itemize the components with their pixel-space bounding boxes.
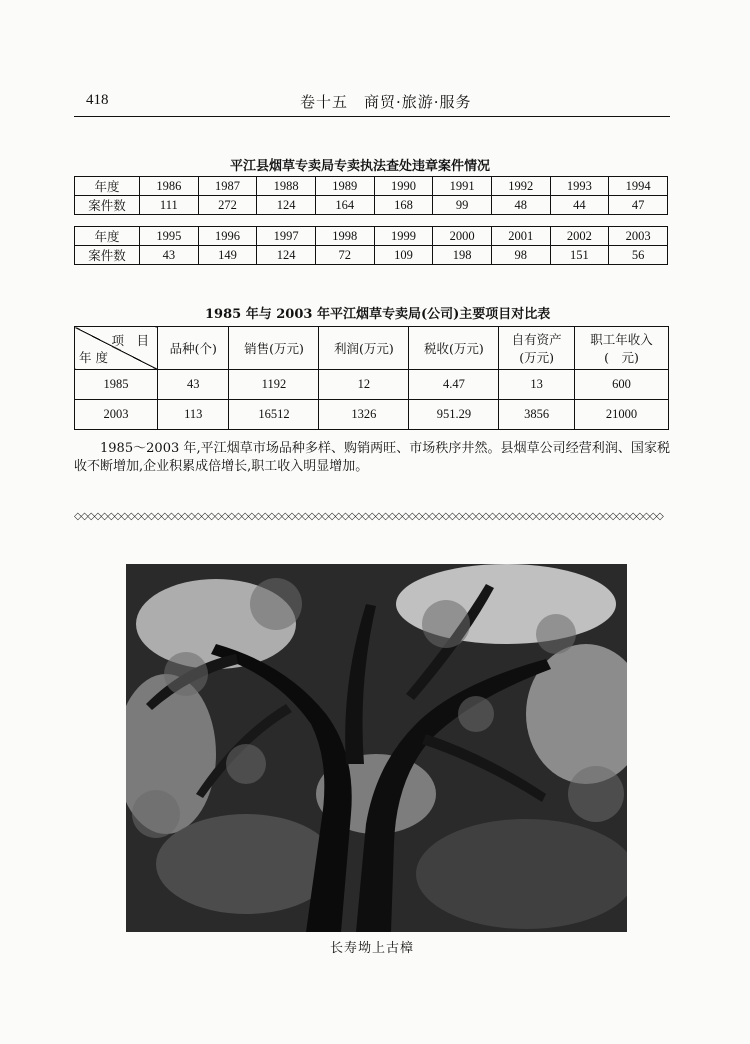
cases-cell: 198 [433,246,492,265]
ornamental-divider: ◇◇◇◇◇◇◇◇◇◇◇◇◇◇◇◇◇◇◇◇◇◇◇◇◇◇◇◇◇◇◇◇◇◇◇◇◇◇◇◇◇◇◇◇◇◇◇◇◇◇◇◇◇◇◇◇◇◇◇◇◇◇◇◇◇◇◇◇◇◇◇◇◇◇◇◇◇◇◇◇◇◇◇◇◇◇◇◇ [74,512,663,522]
value-cell: 21000 [574,400,668,430]
header-assets [499,327,575,370]
year-cell: 2001 [491,227,550,246]
table-row [75,227,668,246]
comparison-table [74,326,669,430]
corner-item-label: 项 目 [111,333,149,348]
header-income [574,327,668,370]
cases-cell: 44 [550,196,609,215]
cases-cell: 47 [609,196,668,215]
corner-cell [75,327,158,370]
cases-cell: 56 [609,246,668,265]
year-cell: 1998 [315,227,374,246]
value-cell: 4.47 [409,370,499,400]
year-cell: 1994 [609,177,668,196]
cases-cell: 151 [550,246,609,265]
table-header-row [75,327,669,370]
cases-cell: 149 [198,246,257,265]
year-cell: 2003 [609,227,668,246]
cases-cell: 99 [433,196,492,215]
row-label-year: 年度 [75,177,140,196]
year-cell: 1997 [257,227,316,246]
value-cell: 13 [499,370,575,400]
cases-cell: 124 [257,196,316,215]
value-cell: 113 [158,400,229,430]
value-cell: 600 [574,370,668,400]
cases-cell: 168 [374,196,433,215]
cases-cell: 48 [491,196,550,215]
table-row [75,196,668,215]
header-income-line2: ( 元) [604,350,639,365]
table-row [75,177,668,196]
corner-year-label: 年 度 [79,350,108,365]
year-cell: 1987 [198,177,257,196]
value-cell: 16512 [229,400,319,430]
year-cell: 2003 [75,400,158,430]
header-assets-line1: 自有资产 [511,332,562,347]
running-head: 卷十五 商贸·旅游·服务 [300,93,472,111]
table2-title: 1985 年与 2003 年平江烟草专卖局(公司)主要项目对比表 [205,307,551,322]
year-cell: 1986 [140,177,199,196]
photo-caption: 长寿坳上古樟 [330,941,415,956]
cases-cell: 124 [257,246,316,265]
year-cell: 1993 [550,177,609,196]
cases-cell: 98 [491,246,550,265]
table-row [75,370,669,400]
header-rule [74,116,670,117]
header-assets-line2: (万元) [519,350,555,365]
violation-cases-table-part1 [74,176,668,215]
year-cell: 1990 [374,177,433,196]
page-number: 418 [86,92,109,108]
table1-title: 平江县烟草专卖局专卖执法查处违章案件情况 [230,159,491,174]
header-profit: 利润(万元) [319,327,409,370]
header-income-line1: 职工年收入 [590,332,653,347]
value-cell: 1326 [319,400,409,430]
tree-illustration [126,564,627,932]
cases-cell: 109 [374,246,433,265]
violation-cases-table-part2 [74,226,668,265]
table-row [75,246,668,265]
cases-cell: 111 [140,196,199,215]
body-paragraph: 1985～2003 年,平江烟草市场品种多样、购销两旺、市场秩序井然。县烟草公司经营利润、国家税收不断增加,企业积累成倍增长,职工收入明显增加。 [74,441,670,474]
value-cell: 43 [158,370,229,400]
cases-cell: 272 [198,196,257,215]
header-tax: 税收(万元) [409,327,499,370]
year-cell: 1991 [433,177,492,196]
value-cell: 12 [319,370,409,400]
table-row [75,400,669,430]
camphor-tree-photo [126,564,627,932]
year-cell: 1996 [198,227,257,246]
value-cell: 1192 [229,370,319,400]
year-cell: 1988 [257,177,316,196]
value-cell: 951.29 [409,400,499,430]
year-cell: 1995 [140,227,199,246]
cases-cell: 164 [315,196,374,215]
value-cell: 3856 [499,400,575,430]
year-cell: 1992 [491,177,550,196]
year-cell: 1989 [315,177,374,196]
row-label-year: 年度 [75,227,140,246]
row-label-cases: 案件数 [75,196,140,215]
row-label-cases: 案件数 [75,246,140,265]
header-varieties: 品种(个) [158,327,229,370]
header-sales: 销售(万元) [229,327,319,370]
cases-cell: 72 [315,246,374,265]
year-cell: 2002 [550,227,609,246]
year-cell: 1985 [75,370,158,400]
year-cell: 1999 [374,227,433,246]
year-cell: 2000 [433,227,492,246]
cases-cell: 43 [140,246,199,265]
